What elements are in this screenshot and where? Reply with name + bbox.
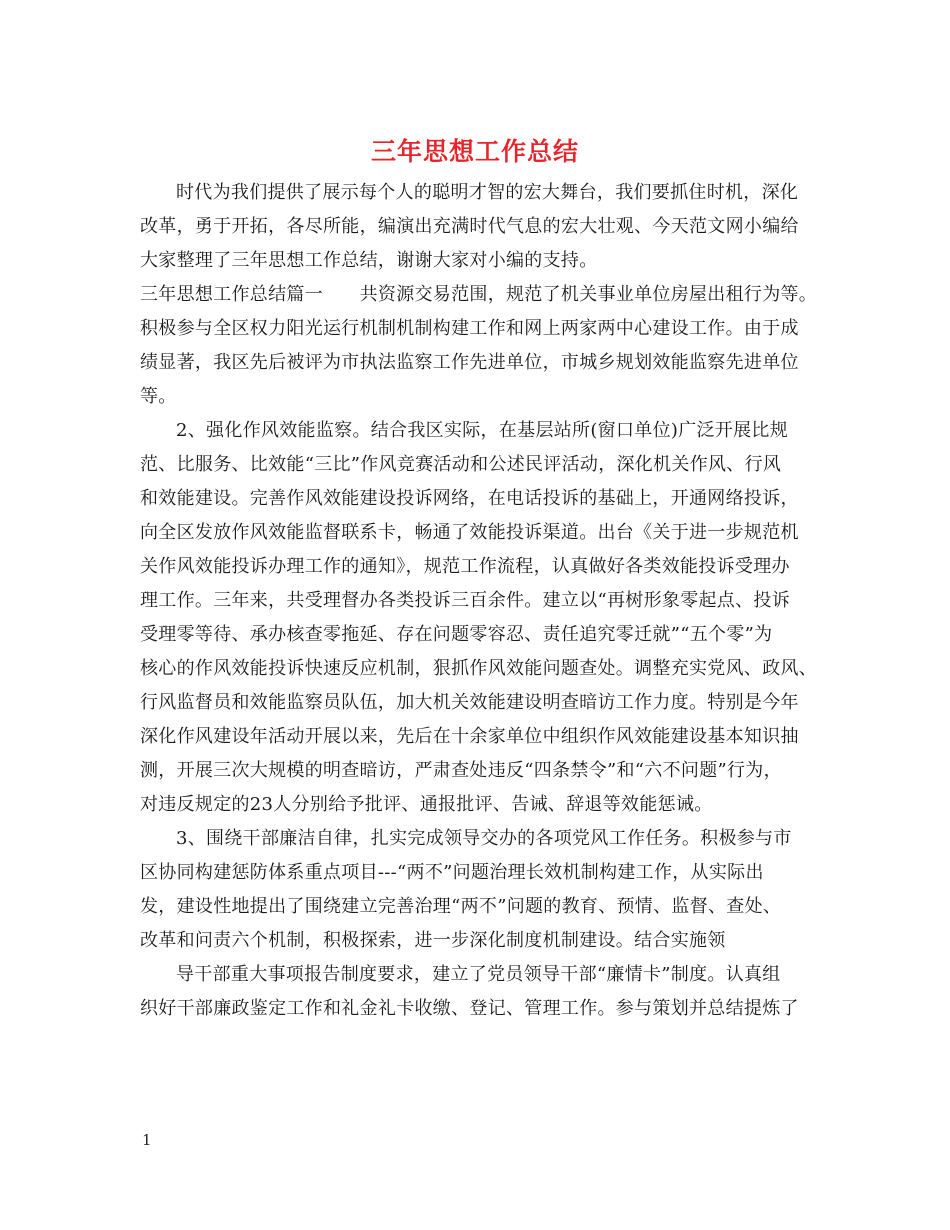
body-line: 区协同构建惩防体系重点项目---“两不”问题治理长效机制构建工作，从实际出 [140,862,764,883]
body-line: 关作风效能投诉办理工作的通知》，规范工作流程，认真做好各类效能投诉受理办 [140,556,790,577]
document-title: 三年思想工作总结 [370,137,579,166]
page-number: 1 [142,1131,152,1149]
body-line: 范、比服务、比效能“三比”作风竞赛活动和公述民评活动，深化机关作风、行风 [140,454,782,475]
body-line: 向全区发放作风效能监督联系卡，畅通了效能投诉渠道。出台《关于进一步规范机 [140,522,799,543]
body-line: 受理零等待、承办核查零拖延、存在问题零容忍、责任追究零迁就”“五个零”为 [140,624,773,645]
body-line: 3、围绕干部廉洁自律，扎实完成领导交办的各项党风工作任务。积极参与市 [176,828,792,849]
body-line: 行风监督员和效能监察员队伍，加大机关效能建设明查暗访工作力度。特别是今年 [140,692,799,713]
body-line: 核心的作风效能投诉快速反应机制，狠抓作风效能问题查处。调整充实党风、政风、 [140,658,818,679]
body-line: 改革和问责六个机制，积极探索，进一步深化制度机制建设。结合实施领 [140,930,726,951]
body-line: 大家整理了三年思想工作总结，谢谢大家对小编的支持。 [140,250,598,271]
body-line: 深化作风建设年活动开展以来，先后在十余家单位中组织作风效能建设基本知识抽 [140,726,799,747]
body-line: 和效能建设。完善作风效能建设投诉网络，在电话投诉的基础上，开通网络投诉， [140,488,799,509]
body-line: 理工作。三年来，共受理督办各类投诉三百余件。建立以“再树形象零起点、投诉 [140,590,790,611]
body-line: 等。 [140,386,177,407]
document-body [140,176,820,1026]
body-line: 测，开展三次大规模的明查暗访，严肃查处违反“四条禁令”和“六不问题”行为， [140,760,782,781]
body-line: 织好干部廉政鉴定工作和礼金礼卡收缴、登记、管理工作。参与策划并总结提炼了 [140,998,799,1019]
body-line: 导干部重大事项报告制度要求，建立了党员领导干部“廉情卡”制度。认真组 [176,964,781,985]
body-line: 发，建设性地提出了围绕建立完善治理“两不”问题的教育、预情、监督、查处、 [140,896,782,917]
body-line: 改革，勇于开拓，各尽所能，编演出充满时代气息的宏大壮观、今天范文网小编给 [140,216,799,237]
body-line: 三年思想工作总结篇一 共资源交易范围，规范了机关事业单位房屋出租行为等。 [140,284,818,305]
body-line: 绩显著，我区先后被评为市执法监察工作先进单位，市城乡规划效能监察先进单位 [140,352,799,373]
body-line: 对违反规定的23人分别给予批评、通报批评、告诫、辞退等效能惩诫。 [140,794,713,815]
body-line: 时代为我们提供了展示每个人的聪明才智的宏大舞台，我们要抓住时机，深化 [176,182,799,203]
body-line: 积极参与全区权力阳光运行机制机制构建工作和网上两家两中心建设工作。由于成 [140,318,799,339]
body-line: 2、强化作风效能监察。结合我区实际，在基层站所(窗口单位)广泛开展比规 [176,420,788,441]
